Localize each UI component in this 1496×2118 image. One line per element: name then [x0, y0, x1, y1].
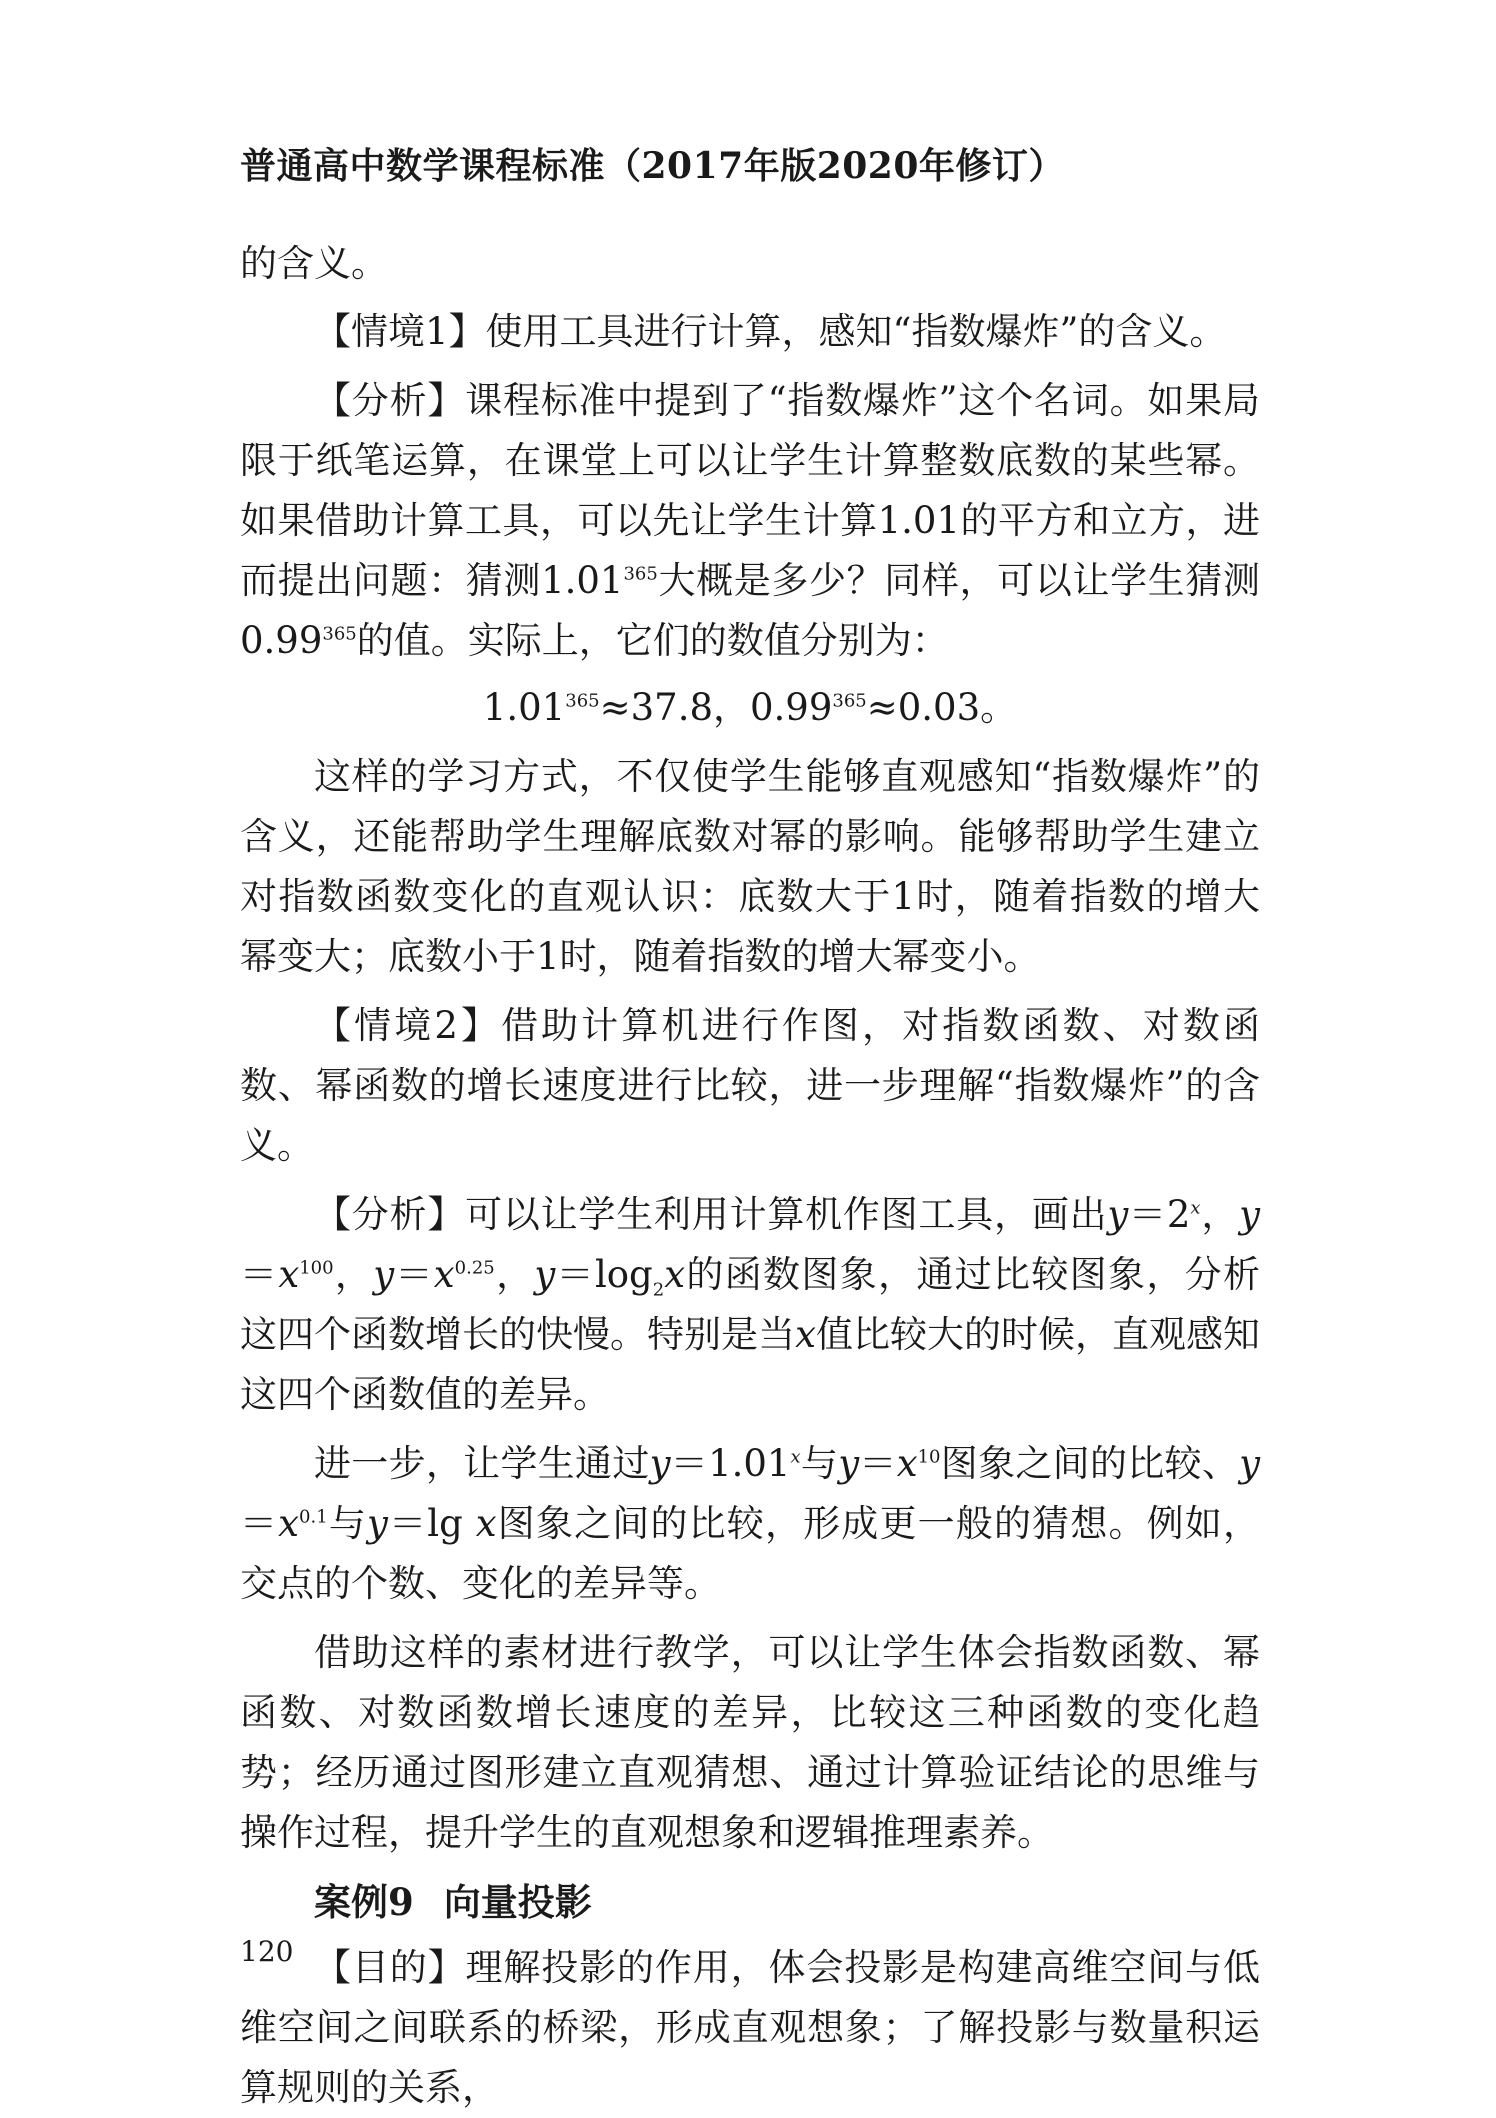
case-9-title: 向量投影	[443, 1880, 592, 1924]
purpose-tag: 【目的】	[314, 1946, 466, 1989]
running-header: 普通高中数学课程标准（2017年版2020年修订）	[240, 145, 1065, 187]
math-y: y	[1239, 1442, 1261, 1485]
formula-rest-b: ≈0.03。	[866, 686, 1018, 729]
math-x: x	[664, 1253, 686, 1296]
further-t1: 进一步，让学生通过	[314, 1442, 650, 1485]
case-9-number: 案例9	[314, 1880, 414, 1924]
analysis-1-sup-a: 365	[623, 563, 658, 585]
situation-2	[240, 996, 1260, 1176]
body-text	[240, 234, 1260, 2118]
analysis-1-sup-b: 365	[322, 623, 357, 645]
situation-2-text: 借助计算机进行作图，对指数函数、对数函数、幂函数的增长速度进行比较，进一步理解“指数爆炸”的含义。	[240, 1004, 1260, 1167]
math-eq: ＝	[240, 1502, 279, 1545]
continuation-line: 的含义。	[240, 242, 388, 285]
formula-exp-a: 365	[565, 690, 600, 712]
math-exp: 10	[917, 1446, 941, 1468]
math-x: x	[795, 1313, 816, 1356]
formula-1	[240, 678, 1260, 738]
page-number: 120	[240, 1935, 294, 1968]
math-y: y	[534, 1253, 556, 1296]
formula-rest-a: ≈37.8，	[599, 686, 750, 729]
math-exp: 100	[299, 1257, 334, 1279]
math-x: x	[896, 1442, 918, 1485]
math-x: x	[278, 1502, 300, 1545]
further-t3: 图象之间的比较、	[940, 1442, 1240, 1485]
math-comma: ，	[1200, 1193, 1240, 1236]
purpose-text: 理解投影的作用，体会投影是构建高维空间与低维空间之间联系的桥梁，形成直观想象；了解投影与数量积运算规则的关系，	[240, 1946, 1260, 2109]
math-y: y	[649, 1442, 671, 1485]
math-lg: ＝lg	[387, 1502, 463, 1545]
analysis-2	[240, 1185, 1260, 1425]
math-eq: ＝	[859, 1442, 897, 1485]
math-log: ＝log	[555, 1253, 653, 1296]
math-eq: ＝	[394, 1253, 434, 1296]
math-exp: 0.1	[299, 1506, 328, 1528]
analysis-2-tag: 【分析】	[314, 1193, 466, 1236]
analysis-2-t1: 可以让学生利用计算机作图工具，画出	[465, 1193, 1108, 1236]
paragraph-explain: 这样的学习方式，不仅使学生能够直观感知“指数爆炸”的含义，还能帮助学生理解底数对幂的影响。能够帮助学生建立对指数函数变化的直观认识：底数大于1时，随着指数的增大幂变大；底数小于1时，随着指数的增大幂变小。	[240, 755, 1260, 978]
math-y: y	[838, 1442, 860, 1485]
further-t5: 图象之间的比较，形成更一般的猜想。例如，交点的个数、变化的差异等。	[240, 1502, 1260, 1605]
situation-2-tag: 【情境2】	[314, 1004, 502, 1047]
analysis-2-t3: 值比较大的时候，直观感知这四个函数值的差异。	[240, 1313, 1261, 1416]
analysis-1-text-c: 的值。实际上，它们的数值分别为：	[356, 619, 949, 662]
math-exp: x	[790, 1446, 801, 1468]
math-eq: ＝	[240, 1253, 279, 1296]
math-x: x	[433, 1253, 455, 1296]
math-comma: ，	[494, 1253, 535, 1296]
math-x: x	[475, 1502, 497, 1545]
case-9-heading	[240, 1872, 1260, 1932]
math-exp: x	[1190, 1197, 1201, 1219]
purpose	[240, 1938, 1260, 2118]
math-y: y	[1239, 1193, 1261, 1236]
situation-1-tag: 【情境1】	[314, 310, 486, 353]
further-t4: 与	[327, 1502, 368, 1545]
analysis-1-text-a: 课程标准中提到了“指数爆炸”这个名词。如果局限于纸笔运算，在课堂上可以让学生计算整数底数的某些幂。如果借助计算工具，可以先让学生计算1.01的平方和立方，进而提出问题：猜测1.01	[240, 379, 1260, 602]
paragraph-summary: 借助这样的素材进行教学，可以让学生体会指数函数、幂函数、对数函数增长速度的差异，比较这三种函数的变化趋势；经历通过图形建立直观猜想、通过计算验证结论的思维与操作过程，提升学生的直观想象和逻辑推理素养。	[240, 1631, 1260, 1854]
math-eq: ＝2	[1128, 1193, 1191, 1236]
math-comma: ，	[333, 1253, 374, 1296]
analysis-1-tag: 【分析】	[314, 379, 466, 422]
math-y: y	[367, 1502, 388, 1545]
math-x: x	[278, 1253, 300, 1296]
formula-exp-b: 365	[832, 690, 867, 712]
math-eq: ＝1.01	[670, 1442, 791, 1485]
formula-base-b: 0.99	[750, 686, 833, 729]
paragraph-further	[240, 1434, 1260, 1614]
situation-1	[240, 302, 1260, 362]
situation-1-text: 使用工具进行计算，感知“指数爆炸”的含义。	[485, 310, 1227, 353]
further-t2: 与	[800, 1442, 839, 1485]
math-y: y	[373, 1253, 395, 1296]
formula-base-a: 1.01	[482, 686, 566, 729]
math-exp: 0.25	[454, 1257, 495, 1279]
math-y: y	[1107, 1193, 1129, 1236]
math-log-base: 2	[652, 1279, 665, 1301]
analysis-1-text-b: 大概是多少？同样，可以让学生猜测0.99	[240, 559, 1260, 662]
analysis-1	[240, 371, 1260, 671]
analysis-2-t2: 的函数图象，通过比较图象，分析这四个函数增长的快慢。特别是当	[240, 1253, 1260, 1356]
